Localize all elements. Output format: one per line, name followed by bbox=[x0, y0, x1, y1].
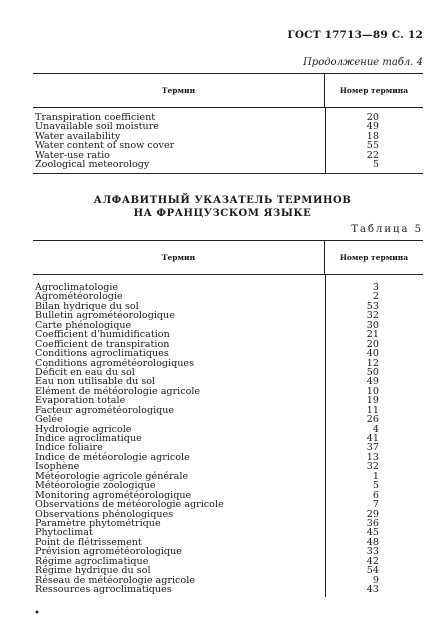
section-title-line-2: НА ФРАНЦУЗСКОМ ЯЗЫКЕ bbox=[133, 207, 312, 219]
term-cell: Météorologie zoologique bbox=[35, 480, 156, 492]
table-row bbox=[33, 585, 423, 594]
number-cell: 5 bbox=[372, 480, 379, 492]
term-cell: Déficit en eau du sol bbox=[35, 366, 135, 378]
number-cell: 6 bbox=[372, 489, 379, 501]
number-cell: 20 bbox=[366, 112, 379, 123]
term-cell: Carte phénologique bbox=[35, 319, 132, 331]
term-cell: Conditions agrométéorologiques bbox=[35, 357, 194, 369]
term-cell: Facteur agrométéorologique bbox=[35, 404, 175, 416]
term-cell: Hydrologie agricole bbox=[35, 423, 132, 435]
term-cell: Water-use ratio bbox=[35, 149, 110, 161]
number-cell: 20 bbox=[366, 338, 379, 350]
table-4-body bbox=[33, 108, 423, 174]
term-cell: Régime hydrique du sol bbox=[35, 565, 151, 577]
term-cell: Evaporation totale bbox=[35, 395, 126, 407]
number-cell: 13 bbox=[366, 451, 379, 463]
term-cell: Bilan hydrique du sol bbox=[35, 300, 139, 312]
term-cell: Point de flétrissement bbox=[35, 536, 142, 548]
term-cell: Coefficient de transpiration bbox=[35, 338, 170, 350]
term-cell: Agroclimatologie bbox=[35, 282, 119, 293]
number-cell: 2 bbox=[372, 291, 379, 303]
number-cell: 53 bbox=[366, 300, 379, 312]
number-cell: 41 bbox=[366, 433, 379, 444]
number-cell: 45 bbox=[366, 527, 379, 539]
term-cell: Indice de météorologie agricole bbox=[35, 451, 190, 463]
term-cell: Observations phénologiques bbox=[35, 508, 174, 520]
number-cell: 40 bbox=[366, 348, 379, 360]
term-cell: Bulletin agrométéorologique bbox=[35, 310, 175, 322]
term-cell: Elément de météorologie agricole bbox=[35, 385, 201, 397]
column-header-term: Термин bbox=[33, 241, 325, 274]
term-cell: Zoological meteorology bbox=[35, 159, 150, 171]
term-cell: Observations de météorologie agricole bbox=[35, 499, 224, 511]
term-cell: Indice agroclimatique bbox=[35, 433, 142, 444]
table-4-rows bbox=[33, 113, 423, 170]
term-cell: Conditions agroclimatiques bbox=[35, 348, 169, 360]
term-cell: Réseau de météorologie agricole bbox=[35, 574, 195, 586]
number-cell: 54 bbox=[366, 565, 379, 577]
table-5-rows bbox=[33, 283, 423, 594]
number-cell: 21 bbox=[366, 329, 379, 341]
term-cell: Ressources agroclimatiques bbox=[35, 584, 172, 595]
number-cell: 7 bbox=[372, 499, 379, 511]
number-cell: 22 bbox=[366, 149, 379, 161]
term-cell: Indice foliaire bbox=[35, 442, 103, 454]
term-cell: Monitoring agrométéorologique bbox=[35, 489, 192, 501]
number-cell: 32 bbox=[366, 461, 379, 473]
table-5-label: Таблица 5 bbox=[351, 224, 423, 235]
table-4 bbox=[33, 73, 423, 174]
table-row bbox=[33, 160, 423, 169]
number-cell: 37 bbox=[366, 442, 379, 454]
term-cell: Isophène bbox=[35, 461, 80, 473]
term-cell: Water content of snow cover bbox=[35, 140, 175, 152]
section-title-line-1: АЛФАВИТНЫЙ УКАЗАТЕЛЬ ТЕРМИНОВ bbox=[93, 195, 352, 206]
table-row bbox=[33, 453, 423, 462]
term-cell: Météorologie agricole générale bbox=[35, 470, 189, 482]
term-cell: Coefficient d'humidification bbox=[35, 329, 170, 341]
number-cell: 3 bbox=[372, 282, 379, 293]
number-cell: 36 bbox=[366, 517, 379, 529]
number-cell: 29 bbox=[366, 508, 379, 520]
number-cell: 33 bbox=[366, 546, 379, 558]
number-cell: 9 bbox=[372, 574, 379, 586]
column-header-number: Номер термина bbox=[339, 253, 409, 262]
number-cell: 30 bbox=[366, 319, 379, 331]
term-cell: Transpiration coefficient bbox=[35, 112, 156, 123]
number-cell: 19 bbox=[366, 395, 379, 407]
term-cell: Phytoclimat bbox=[35, 527, 93, 539]
number-cell: 1 bbox=[372, 470, 379, 482]
number-cell: 49 bbox=[366, 121, 379, 133]
section-title bbox=[0, 195, 445, 220]
table-5 bbox=[33, 240, 423, 597]
number-cell: 10 bbox=[366, 385, 379, 397]
number-cell: 42 bbox=[366, 555, 379, 567]
number-cell: 32 bbox=[366, 310, 379, 322]
standard-header: ГОСТ 17713—89 С. 12 bbox=[287, 29, 423, 41]
number-cell: 55 bbox=[366, 140, 379, 152]
number-cell: 11 bbox=[366, 404, 379, 416]
number-cell: 5 bbox=[372, 159, 379, 171]
number-cell: 12 bbox=[366, 357, 379, 369]
term-cell: Prévision agrométéorologique bbox=[35, 546, 182, 558]
term-cell: Gelée bbox=[35, 414, 63, 426]
number-cell: 49 bbox=[366, 376, 379, 388]
number-cell: 18 bbox=[366, 130, 379, 142]
number-cell: 43 bbox=[366, 584, 379, 595]
term-cell: Agrométéorologie bbox=[35, 291, 123, 303]
term-cell: Unavailable soil moisture bbox=[35, 121, 159, 133]
column-header-term: Термин bbox=[33, 74, 325, 107]
column-divider bbox=[325, 108, 326, 173]
term-cell: Régime agroclimatique bbox=[35, 555, 149, 567]
term-cell: Water availability bbox=[35, 130, 121, 142]
column-divider bbox=[325, 275, 326, 597]
term-cell: Eau non utilisable du sol bbox=[35, 376, 156, 388]
table-continuation-label: Продолжение табл. 4 bbox=[303, 57, 423, 68]
table-4-header bbox=[33, 73, 423, 108]
term-cell: Paramètre phytométrique bbox=[35, 517, 161, 529]
column-header-number: Номер термина bbox=[339, 86, 409, 95]
footer-mark: • bbox=[34, 608, 40, 619]
number-cell: 4 bbox=[372, 423, 379, 435]
table-5-body bbox=[33, 275, 423, 597]
number-cell: 50 bbox=[366, 366, 379, 378]
number-cell: 26 bbox=[366, 414, 379, 426]
table-5-header bbox=[33, 240, 423, 275]
table-row bbox=[33, 406, 423, 415]
number-cell: 48 bbox=[366, 536, 379, 548]
